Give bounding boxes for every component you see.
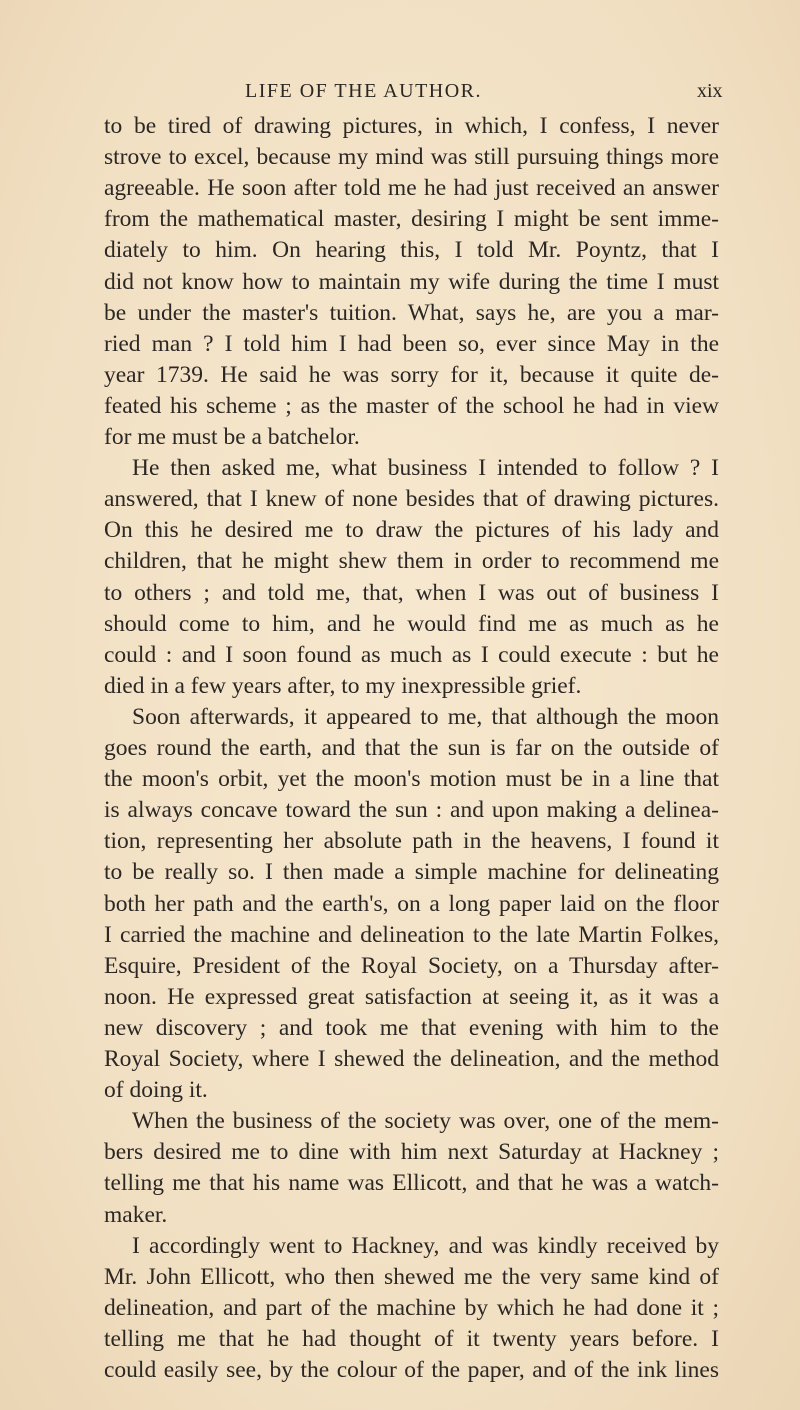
text-line: new discovery ; and took me that evening with him to the	[104, 1014, 719, 1041]
text-line: feated his scheme ; as the master of the school he had in view	[104, 392, 719, 419]
text-line: to be really so. I then made a simple machine for delineating	[104, 859, 719, 886]
text-line: did not know how to maintain my wife during the time I must	[104, 268, 719, 295]
text-line: could easily see, by the colour of the paper, and of the ink lines	[104, 1357, 719, 1383]
text-line: is always concave toward the sun : and upon making a delinea-	[104, 797, 719, 824]
text-line: Mr. John Ellicott, who then shewed me the very same kind of	[104, 1263, 719, 1290]
text-line: diately to him. On hearing this, I told Mr. Poyntz, that I	[104, 237, 719, 264]
text-line: agreeable. He soon after told me he had just received an answer	[104, 175, 719, 202]
text-line: delineation, and part of the machine by which he had done it ;	[104, 1294, 719, 1321]
text-line: goes round the earth, and that the sun is far on the outside of	[104, 735, 719, 761]
text-line: Esquire, President of the Royal Society, on a Thursday after-	[104, 952, 719, 979]
text-line: strove to excel, because my mind was still pursuing things more	[104, 144, 719, 171]
text-line: I accordingly went to Hackney, and was kindly received by	[132, 1232, 719, 1259]
text-line: Royal Society, where I shewed the delineation, and the method	[104, 1046, 719, 1072]
text-line: Soon afterwards, it appeared to me, that although the moon	[132, 703, 719, 730]
text-line: could : and I soon found as much as I could execute : but he	[104, 641, 719, 668]
text-line: answered, that I knew of none besides that of drawing pictures.	[104, 486, 719, 513]
text-line: ried man ? I told him I had been so, ever since May in the	[104, 330, 719, 357]
page-header	[0, 80, 800, 110]
text-line: tion, representing her absolute path in the heavens, I found it	[104, 828, 719, 855]
text-line: children, that he might shew them in order to recommend me	[104, 548, 719, 575]
page-number: xix	[697, 80, 723, 102]
text-line: to others ; and told me, that, when I was out of business I	[104, 579, 719, 606]
text-line: for me must be a batchelor.	[104, 424, 360, 450]
text-line: the moon's orbit, yet the moon's motion must be in a line that	[104, 766, 719, 793]
text-line: be under the master's tuition. What, says he, are you a mar-	[104, 299, 719, 326]
text-line: should come to him, and he would find me as much as he	[104, 610, 719, 637]
running-head: LIFE OF THE AUTHOR.	[245, 80, 483, 102]
text-line: maker.	[104, 1201, 168, 1228]
text-line: He then asked me, what business I intended to follow ? I	[132, 455, 719, 482]
text-line: On this he desired me to draw the pictures of his lady and	[104, 517, 719, 544]
text-line: When the business of the society was over, one of the mem-	[132, 1108, 719, 1135]
text-line: telling me that he had thought of it twenty years before. I	[104, 1325, 719, 1352]
text-line: to be tired of drawing pictures, in which, I confess, I never	[104, 113, 719, 139]
text-line: year 1739. He said he was sorry for it, because it quite de-	[104, 361, 719, 388]
text-line: of doing it.	[104, 1077, 208, 1104]
text-line: bers desired me to dine with him next Saturday at Hackney ;	[104, 1139, 719, 1166]
text-line: from the mathematical master, desiring I might be sent imme-	[104, 206, 719, 233]
text-line: noon. He expressed great satisfaction at seeing it, as it was a	[104, 983, 719, 1010]
text-line: both her path and the earth's, on a long paper laid on the floor	[104, 890, 719, 917]
text-line: died in a few years after, to my inexpressible grief.	[104, 672, 582, 699]
text-line: telling me that his name was Ellicott, and that he was a watch-	[104, 1170, 719, 1197]
text-line: I carried the machine and delineation to the late Martin Folkes,	[104, 921, 719, 948]
